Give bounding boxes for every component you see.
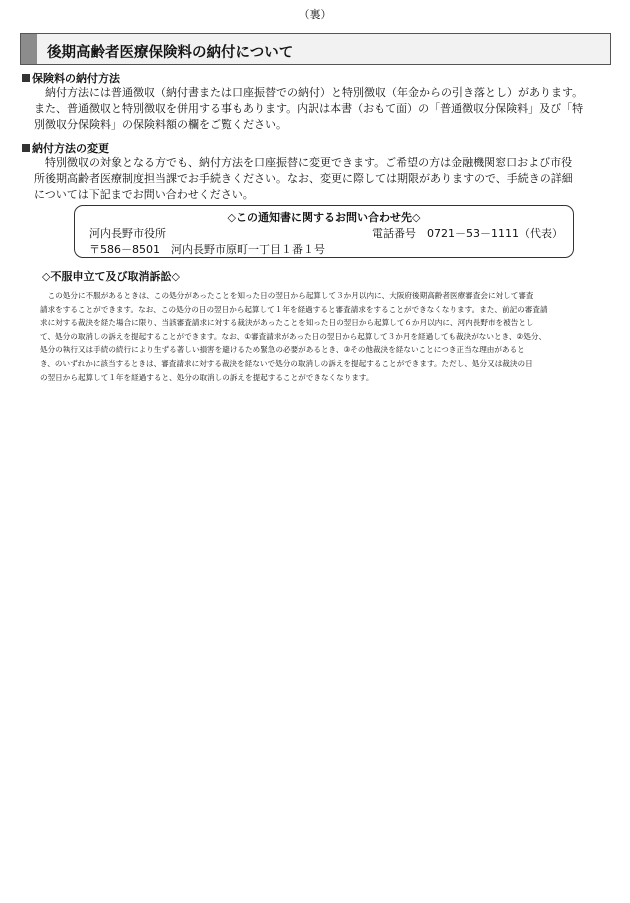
page-side-label: （裏） <box>298 8 332 21</box>
contact-phone: 電話番号 0721－53－1111（代表） <box>372 227 563 240</box>
title-bar <box>20 33 611 65</box>
square-bullet-icon <box>22 144 30 152</box>
section-heading-label: 納付方法の変更 <box>32 142 109 155</box>
section-body-payment-method <box>34 85 609 133</box>
text-line: この処分に不服があるときは、この処分があったことを知った日の翌日から起算して３か月以内に、大阪府後期高齢者医療審査会に対して審査 <box>40 291 534 300</box>
section-heading-payment-change <box>22 140 109 156</box>
text-line: 別徴収分保険料」の保険料額の欄をご覧ください。 <box>34 118 287 131</box>
text-line: の翌日から起算して１年を経過すると、処分の取消しの訴えを提起することができなくなります。 <box>40 372 374 382</box>
text-line: 請求をすることができます。なお、この処分の日の翌日から起算して１年を経過すると審査請求をすることができなくなります。また、前記の審査請 <box>40 304 548 314</box>
text-line: て、処分の取消しの訴えを提起することができます。なお、①審査請求があった日の翌日から起算して３か月を経過しても裁決がないとき、②処分、 <box>40 331 547 341</box>
text-line: 特別徴収の対象となる方でも、納付方法を口座振替に変更できます。ご希望の方は金融機関窓口および市役 <box>34 156 573 169</box>
appeal-heading: ◇不服申立て及び取消訴訟◇ <box>42 270 180 283</box>
text-line: 納付方法には普通徴収（納付書または口座振替での納付）と特別徴収（年金からの引き落とし）があります。 <box>34 86 584 99</box>
contact-address: 〒586－8501 河内長野市原町一丁目１番１号 <box>89 243 325 256</box>
title-accent-bar <box>21 34 37 64</box>
text-line: 求に対する裁決を経た場合に限り、当該審査請求に対する裁決があったことを知った日の翌日から起算して６か月以内に、河内長野市を被告とし <box>40 318 534 328</box>
text-line: き、のいずれかに該当するときは、審査請求に対する裁決を経ないで処分の取消しの訴えを提起することができます。ただし、処分又は裁決の日 <box>40 358 533 368</box>
section-heading-payment-method <box>22 70 120 86</box>
text-line: 処分の執行又は手続の続行により生ずる著しい損害を避けるため緊急の必要があるとき、③その他裁決を経ないことにつき正当な理由があると <box>40 345 525 355</box>
contact-title: ◇この通知書に関するお問い合わせ先◇ <box>227 211 421 224</box>
page-title: 後期高齢者医療保険料の納付について <box>47 45 294 61</box>
appeal-body <box>40 289 600 384</box>
text-line: については下記までお問い合わせください。 <box>34 188 254 201</box>
square-bullet-icon <box>22 74 30 82</box>
section-heading-label: 保険料の納付方法 <box>32 72 120 85</box>
contact-office-name: 河内長野市役所 <box>89 227 166 240</box>
section-body-payment-change <box>34 155 609 203</box>
text-line: 所後期高齢者医療制度担当課でお手続きください。なお、変更に際しては期限がありますので、手続きの詳細 <box>34 172 573 185</box>
text-line: また、普通徴収と特別徴収を併用する事もあります。内訳は本書（おもて面）の「普通徴収分保険料」及び「特 <box>34 102 584 115</box>
contact-box <box>74 205 574 258</box>
